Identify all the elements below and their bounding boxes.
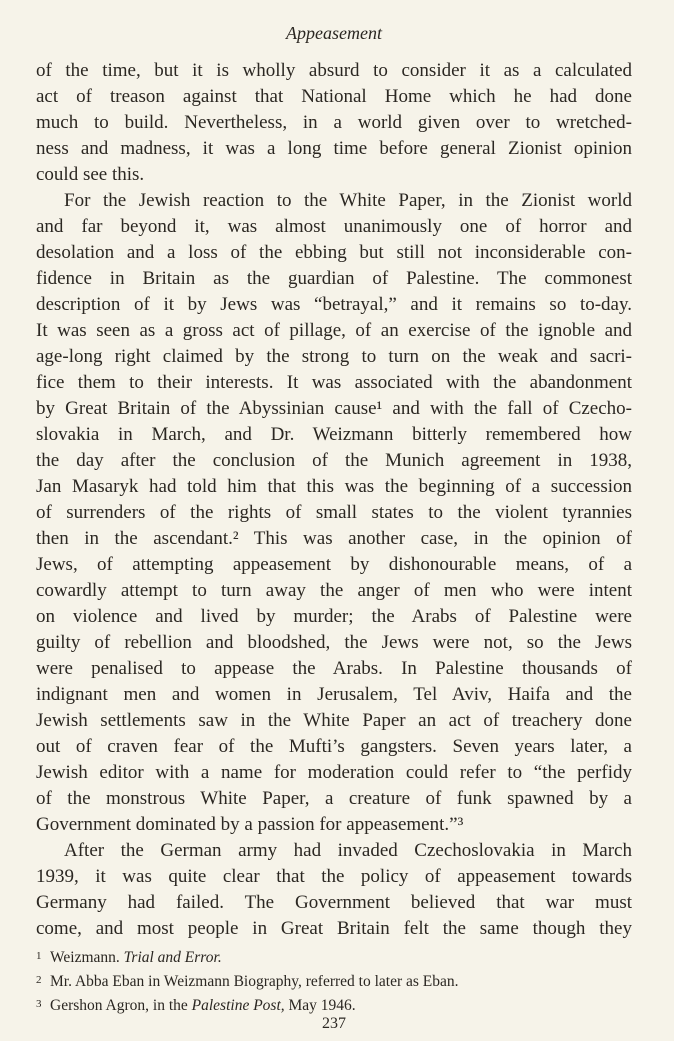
text-line: the day after the conclusion of the Munich agreement in 1938, (36, 450, 632, 471)
text-line: could see this. (36, 164, 145, 185)
body-text (36, 58, 632, 942)
text-line: desolation and a loss of the ebbing but still not inconsiderable con- (36, 242, 632, 263)
footnote-text: Gershon Agron, in the (50, 997, 192, 1014)
footnote-2 (36, 968, 632, 992)
page-number: 237 (322, 1015, 346, 1032)
footnotes (36, 944, 632, 1016)
text-line: much to build. Nevertheless, in a world given over to wretched- (36, 112, 632, 133)
text-line: cowardly attempt to turn away the anger of men who were intent (36, 580, 632, 601)
text-line: of surrenders of the rights of small states to the violent tyrannies (36, 502, 632, 523)
text-line: ness and madness, it was a long time before general Zionist opinion (36, 138, 632, 159)
text-line: of the time, but it is wholly absurd to consider it as a calculated (36, 60, 632, 81)
footnote-text: May 1946. (284, 997, 356, 1014)
text-line: fidence in Britain as the guardian of Palestine. The commonest (36, 268, 632, 289)
text-line: It was seen as a gross act of pillage, of an exercise of the ignoble and (36, 320, 632, 341)
footnote-1 (36, 944, 632, 968)
footnote-3 (36, 992, 632, 1016)
text-line: on violence and lived by murder; the Arabs of Palestine were (36, 606, 632, 627)
text-line: Jews, of attempting appeasement by dishonourable means, of a (36, 554, 632, 575)
text-line: indignant men and women in Jerusalem, Tel Aviv, Haifa and the (36, 684, 632, 705)
text-line: Germany had failed. The Government believed that war must (36, 892, 632, 913)
text-line: of the monstrous White Paper, a creature of funk spawned by a (36, 788, 632, 809)
text-line: by Great Britain of the Abyssinian cause¹ and with the fall of Czecho- (36, 398, 632, 419)
footnote-title: Trial and Error. (123, 949, 222, 966)
text-line: Jan Masaryk had told him that this was the beginning of a succession (36, 476, 632, 497)
text-line: Government dominated by a passion for appeasement.”³ (36, 814, 464, 835)
text-line: 1939, it was quite clear that the policy of appeasement towards (36, 866, 632, 887)
text-line: description of it by Jews was “betrayal,” and it remains so to-day. (36, 294, 632, 315)
text-line: out of craven fear of the Mufti’s gangsters. Seven years later, a (36, 736, 632, 757)
text-line: slovakia in March, and Dr. Weizmann bitterly remembered how (36, 424, 632, 445)
footnote-mark: 2 (36, 974, 42, 986)
text-line: Jewish settlements saw in the White Paper an act of treachery done (36, 710, 632, 731)
text-line: After the German army had invaded Czechoslovakia in March (64, 840, 632, 861)
text-line: then in the ascendant.² This was another case, in the opinion of (36, 528, 632, 549)
footnote-text: Mr. Abba Eban in Weizmann Biography, referred to later as Eban. (50, 973, 459, 990)
text-line: come, and most people in Great Britain felt the same though they (36, 918, 632, 939)
text-line: For the Jewish reaction to the White Paper, in the Zionist world (64, 190, 632, 211)
text-line: act of treason against that National Home which he had done (36, 86, 632, 107)
text-line: fice them to their interests. It was associated with the abandonment (36, 372, 632, 393)
text-line: age-long right claimed by the strong to turn on the weak and sacri- (36, 346, 632, 367)
footnote-title: Palestine Post, (191, 997, 285, 1014)
running-head: Appeasement (286, 23, 382, 43)
book-page (36, 0, 632, 1041)
text-line: Jewish editor with a name for moderation could refer to “the perfidy (36, 762, 632, 783)
footnote-mark: 3 (36, 998, 42, 1010)
footnote-mark: 1 (36, 950, 42, 962)
footnote-text: Weizmann. (50, 949, 124, 966)
text-line: were penalised to appease the Arabs. In Palestine thousands of (36, 658, 632, 679)
text-line: and far beyond it, was almost unanimously one of horror and (36, 216, 632, 237)
text-line: guilty of rebellion and bloodshed, the Jews were not, so the Jews (36, 632, 632, 653)
